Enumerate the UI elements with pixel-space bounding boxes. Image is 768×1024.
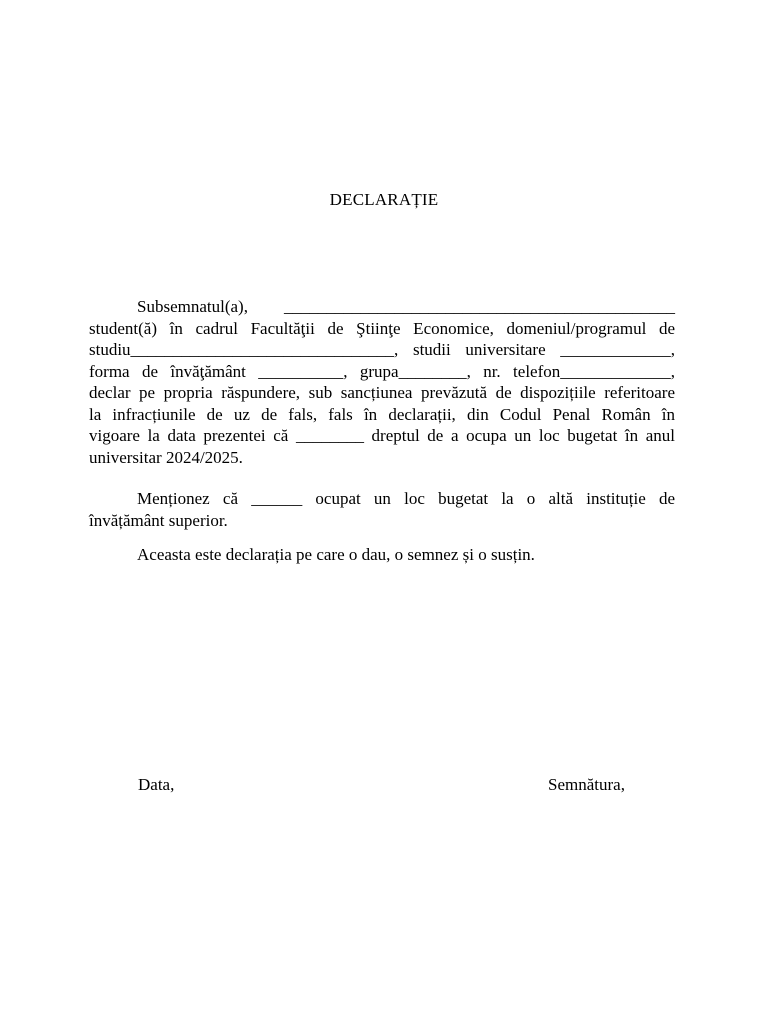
paragraph-line: studiu_______________________________, studii universitare _____________, [89, 340, 675, 359]
paragraph-line: declar pe propria răspundere, sub sancțiunea prevăzută de dispozițiile referitoare [89, 383, 675, 402]
paragraph-line: universitar 2024/2025. [89, 447, 243, 467]
paragraph-line-text: Subsemnatul(a), ______________________________________________ [137, 297, 675, 316]
paragraph-line: student(ă) în cadrul Facultăţii de Ştiinţe Economice, domeniul/programul de [89, 318, 675, 338]
closing-paragraph [89, 544, 675, 566]
paragraph-line: învățământ superior. [89, 510, 228, 530]
paragraph-line-text: Menționez că ______ ocupat un loc bugetat la o altă instituție de [137, 489, 675, 508]
declaration-paragraph [89, 296, 675, 468]
paragraph-line: forma de învăţământ __________, grupa________, nr. telefon_____________, [89, 361, 675, 381]
date-label: Data, [138, 775, 175, 794]
paragraph-line [89, 488, 675, 510]
mention-paragraph [89, 488, 675, 531]
signature-label: Semnătura, [548, 775, 625, 794]
paragraph-line [89, 296, 675, 318]
closing-text: Aceasta este declarația pe care o dau, o semnez și o susțin. [137, 545, 535, 564]
paragraph-line: la infracțiunile de uz de fals, fals în declarații, din Codul Penal Român în [89, 404, 675, 424]
document-title: DECLARAȚIE [329, 190, 439, 209]
paragraph-line: vigoare la data prezentei că ________ dreptul de a ocupa un loc bugetat în anul [89, 426, 675, 445]
